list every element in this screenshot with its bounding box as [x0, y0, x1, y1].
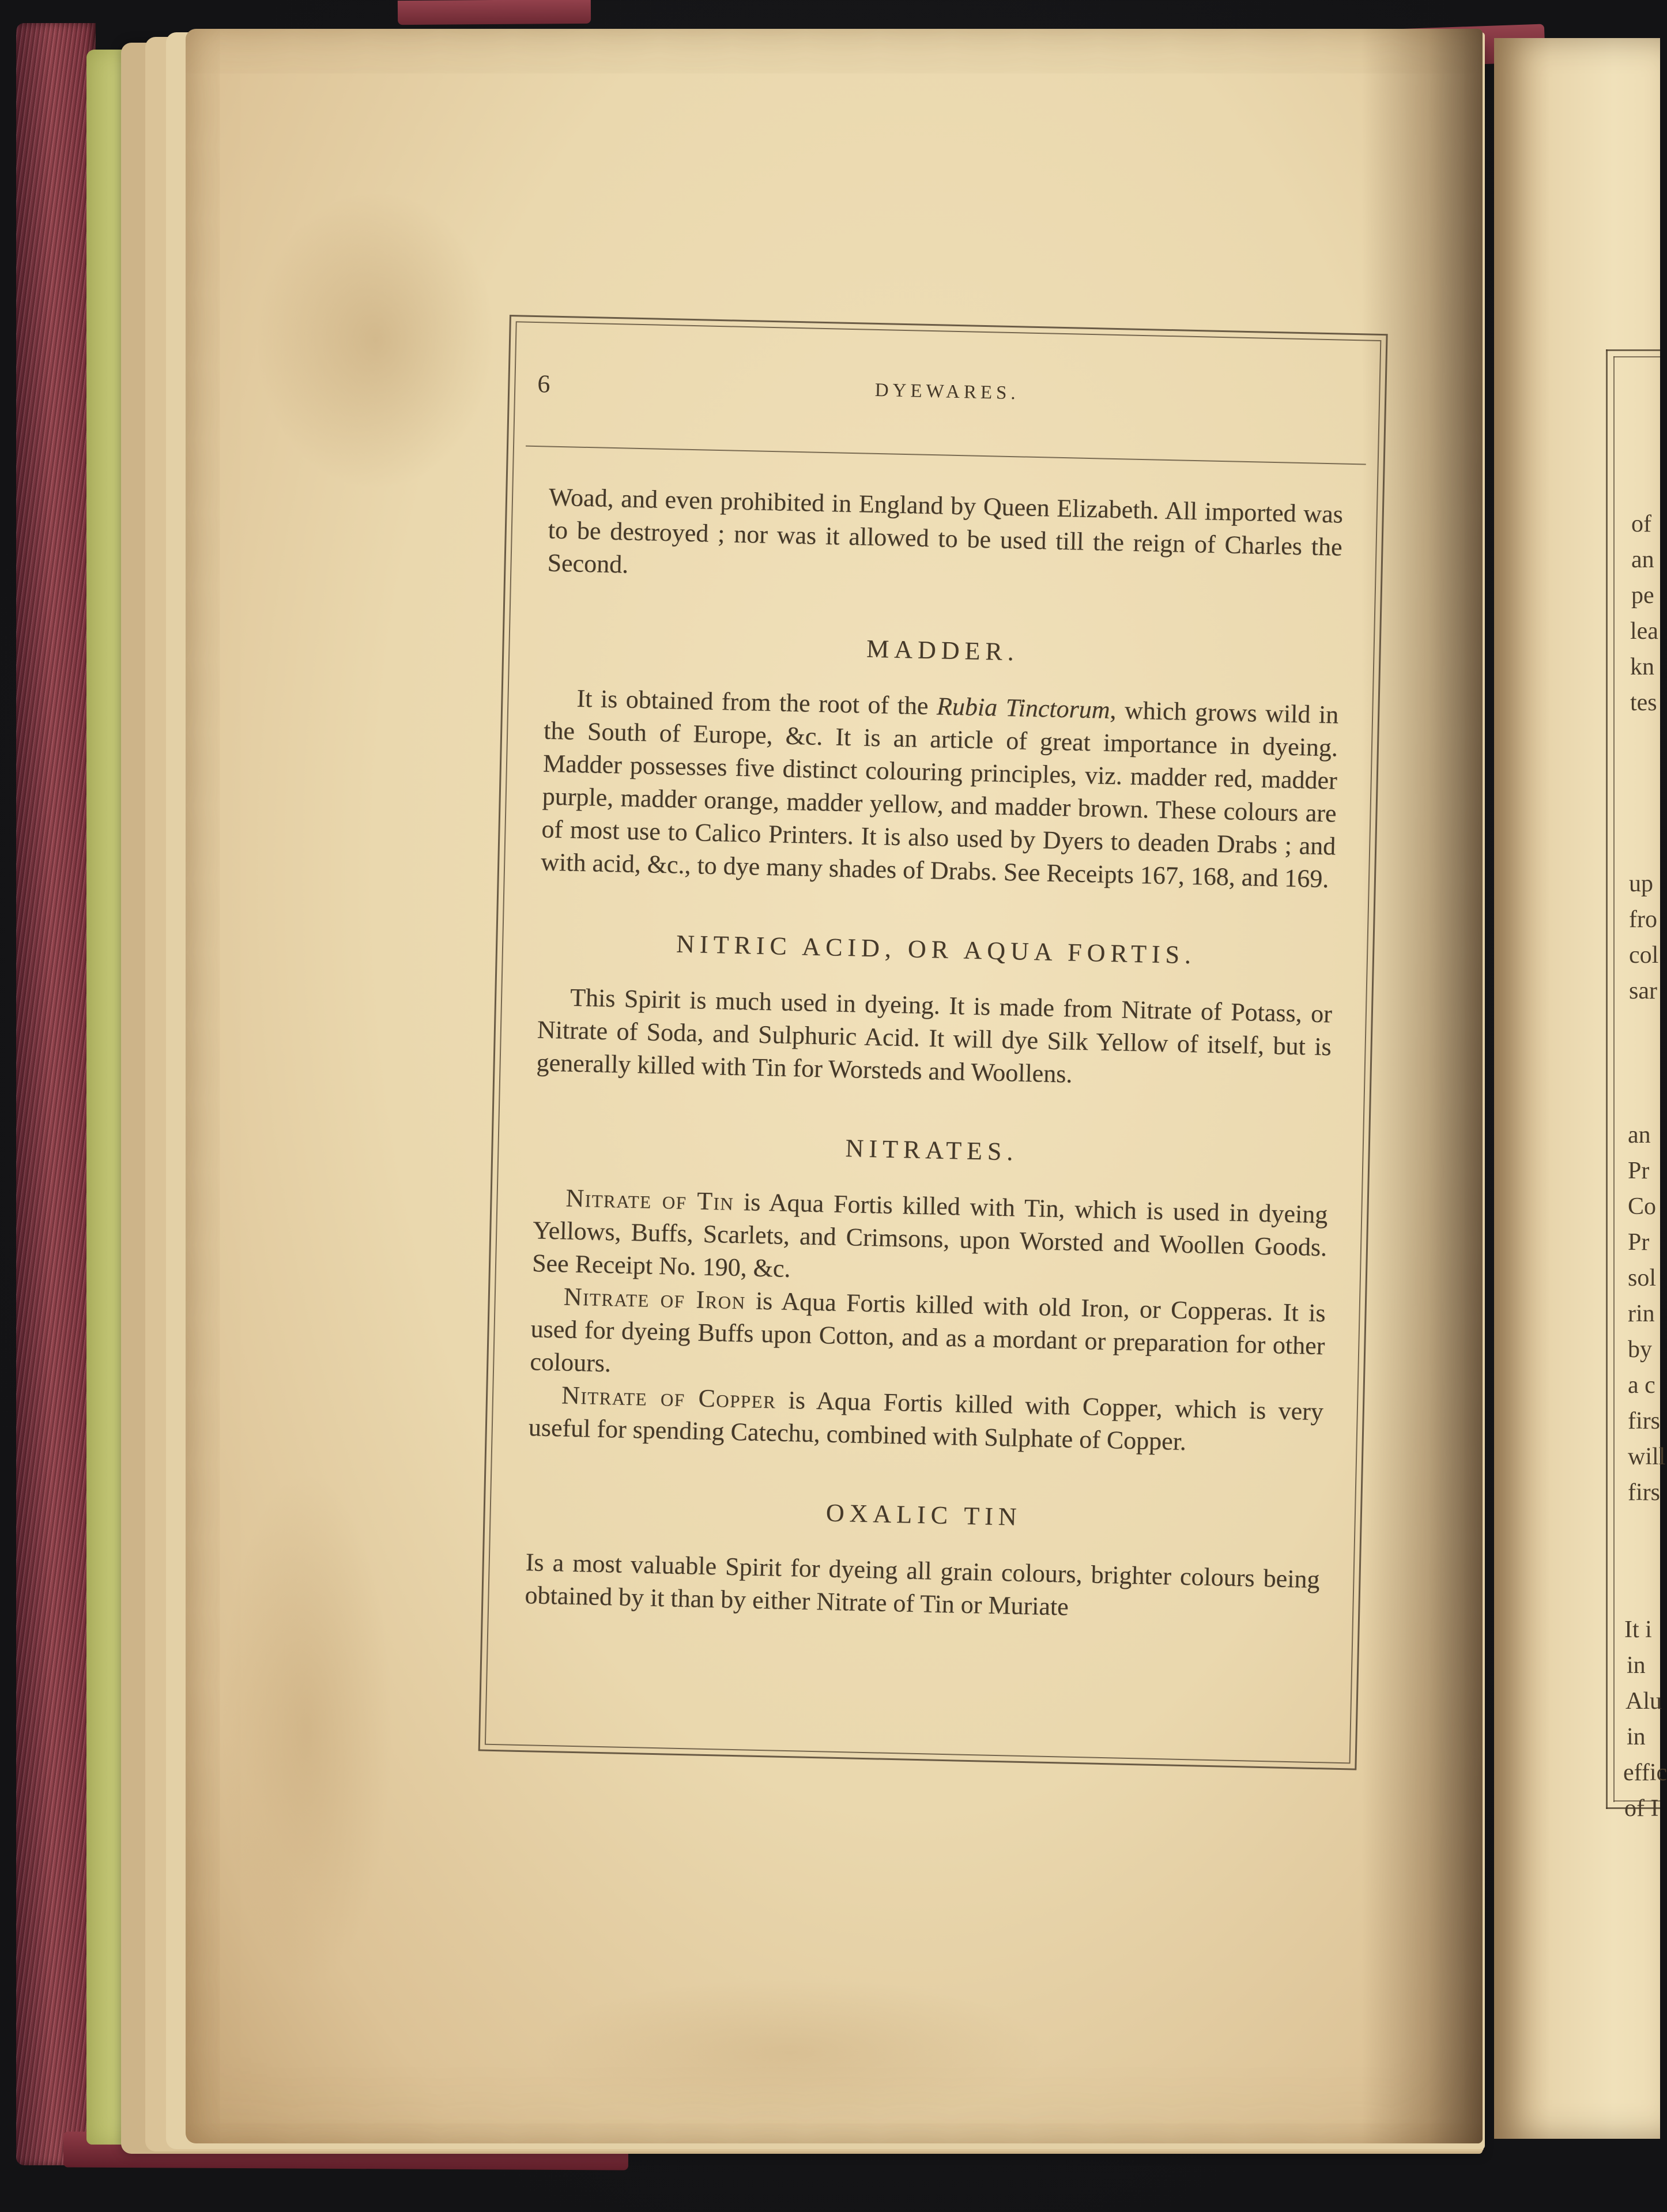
- cropped-text-fragment: an: [1631, 547, 1654, 573]
- cropped-text-fragment: in: [1627, 1652, 1646, 1679]
- body-text: is Aqua Fortis killed with Tin, which is used in dyeing Yellows, Buffs, Scarlets, and Crimsons, upon Worsted and Woollen Goods. See Receipt No. 190, &c.: [531, 1187, 1328, 1283]
- smallcaps-text: Nitrate of Copper: [561, 1381, 776, 1414]
- body-text: This Spirit is much used in dyeing. It is made from Nitrate of Potass, or Nitrate of Soda, and Sulphuric Acid. It will dye Silk Yellow of itself, but is generally killed with Tin for Worsteds and Woollens.: [536, 983, 1333, 1088]
- right-page-partial: [1494, 38, 1660, 2139]
- cropped-text-fragment: It i: [1624, 1616, 1652, 1643]
- cropped-text-fragment: in: [1627, 1724, 1646, 1750]
- right-page-frame-line: [1606, 349, 1660, 351]
- cropped-text-fragment: firs: [1628, 1408, 1660, 1434]
- cropped-text-fragment: effic: [1623, 1759, 1667, 1786]
- page-number: 6: [537, 370, 550, 398]
- cropped-text-fragment: a c: [1628, 1372, 1655, 1399]
- paragraph: [532, 1181, 1328, 1297]
- right-page-frame-line: [1613, 356, 1660, 357]
- book-cover-left-edge: [16, 23, 96, 2165]
- paragraph: [525, 1546, 1320, 1629]
- body-text: Is a most valuable Spirit for dyeing all grain colours, brighter colours being obtained by it than by either Nitrate of Tin or Muriate: [525, 1548, 1321, 1621]
- right-page-frame-line: [1606, 349, 1608, 1809]
- paragraph: [536, 980, 1332, 1096]
- cropped-text-fragment: up: [1629, 871, 1653, 897]
- body-text: is Aqua Fortis killed with Copper, which is very useful for spending Catechu, combined with Sulphate of Copper.: [528, 1385, 1324, 1456]
- header-rule: [526, 446, 1366, 465]
- section-heading: OXALIC TIN: [825, 1498, 1023, 1531]
- body-text: Woad, and even prohibited in England by Queen Elizabeth. All imported was to be destroyed ; nor was it allowed to be used till the reign of Charles the Second.: [547, 483, 1344, 579]
- section-heading: MADDER.: [866, 634, 1020, 666]
- body-text: is Aqua Fortis killed with old Iron, or Copperas. It is used for dyeing Buffs upon Cotton, and as a mordant or preparation for other colours.: [529, 1286, 1326, 1378]
- page-header: [515, 372, 1379, 417]
- smallcaps-text: Nitrate of Iron: [563, 1282, 746, 1315]
- section-heading: NITRIC ACID, OR AQUA FORTIS.: [676, 929, 1197, 970]
- cropped-text-fragment: an: [1628, 1122, 1651, 1148]
- cropped-text-fragment: Pr: [1628, 1158, 1650, 1184]
- right-page-frame-line: [1613, 356, 1615, 1802]
- cropped-text-fragment: fro: [1629, 906, 1657, 933]
- cropped-text-fragment: tes: [1630, 689, 1657, 716]
- cropped-text-fragment: kn: [1630, 654, 1654, 680]
- right-page-frame-line: [1613, 1800, 1660, 1802]
- cropped-text-fragment: col: [1629, 942, 1659, 969]
- cropped-text-fragment: lea: [1630, 618, 1658, 645]
- paragraph: [547, 481, 1343, 597]
- paper-stain: [531, 1977, 1050, 2127]
- cropped-text-fragment: by: [1628, 1336, 1652, 1363]
- left-page-text-block: [478, 315, 1388, 1770]
- cropped-text-fragment: Co: [1628, 1193, 1657, 1220]
- right-page-frame-line: [1606, 1807, 1660, 1809]
- cropped-text-fragment: of I: [1624, 1795, 1659, 1822]
- book-cover-top-edge: [398, 0, 591, 25]
- body-text: , which grows wild in the South of Europe, &c. It is an article of great importance in dyeing. Madder possesses five distinct colouring principles, viz. madder red, madder purple, madder orange, madder yellow, and madder brown. These colours are of most use to Calico Printers. It is also used by Dyers to deaden Drabs ; and with acid, &c., to dye many shades of Drabs. See Receipts 167, 168, and 169.: [540, 695, 1339, 894]
- paper-stain: [220, 1470, 393, 1989]
- cropped-text-fragment: of: [1631, 511, 1651, 537]
- running-header: DYEWARES.: [874, 379, 1020, 404]
- italic-text: Rubia Tinctorum: [936, 692, 1111, 724]
- smallcaps-text: Nitrate of Tin: [565, 1184, 734, 1216]
- cropped-text-fragment: firs: [1628, 1479, 1660, 1506]
- paper-stain: [255, 190, 497, 490]
- cropped-text-fragment: Pr: [1628, 1229, 1650, 1256]
- cropped-text-fragment: sar: [1629, 978, 1657, 1004]
- page-body-text: [525, 481, 1343, 1629]
- cropped-text-fragment: Alu: [1625, 1688, 1662, 1714]
- cropped-text-fragment: sol: [1628, 1265, 1657, 1291]
- section-heading: NITRATES.: [845, 1134, 1019, 1166]
- page-border-inner: [485, 321, 1382, 1763]
- cropped-text-fragment: rin: [1628, 1301, 1655, 1327]
- body-text: It is obtained from the root of the: [576, 684, 937, 721]
- cropped-text-fragment: will: [1628, 1444, 1666, 1470]
- cropped-text-fragment: pe: [1631, 582, 1654, 609]
- paragraph: [541, 681, 1339, 895]
- paragraph: [530, 1279, 1326, 1395]
